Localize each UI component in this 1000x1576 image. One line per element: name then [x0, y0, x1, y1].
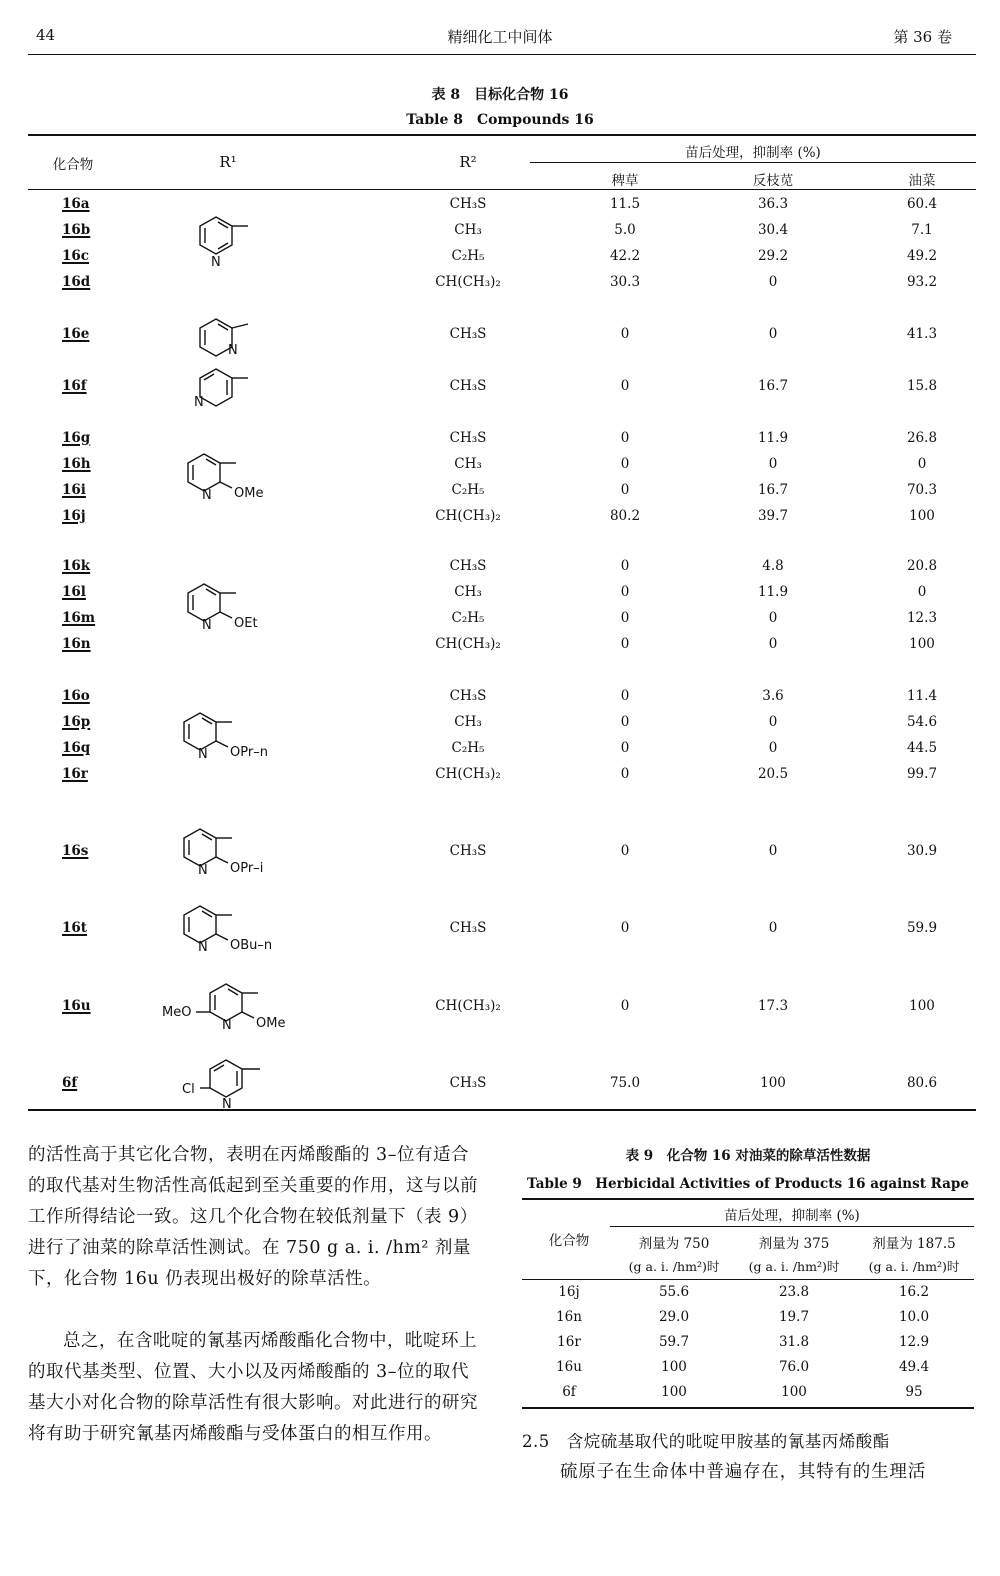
- barnyardgrass-value: 11.5: [609, 196, 641, 212]
- rape-value: 99.7: [906, 766, 938, 782]
- n-label: N: [194, 395, 204, 410]
- amaranth-value: 16.7: [757, 378, 789, 394]
- rape-value: 100: [909, 998, 935, 1014]
- r2-substituent: CH(CH₃)₂: [435, 998, 501, 1014]
- compound-id: 16i: [62, 482, 86, 498]
- barnyardgrass-value: 0: [620, 456, 630, 472]
- dose375-value: 31.8: [778, 1334, 810, 1350]
- amaranth-value: 0: [768, 456, 778, 472]
- barnyardgrass-value: 0: [620, 482, 630, 498]
- barnyardgrass-value: 0: [620, 558, 630, 574]
- header-rule: [28, 54, 976, 55]
- table8-group-rule: [530, 162, 976, 163]
- barnyardgrass-value: 0: [620, 766, 630, 782]
- r2-substituent: CH₃S: [449, 326, 487, 342]
- n-label: N: [202, 488, 212, 503]
- r2-substituent: CH₃S: [449, 688, 487, 704]
- section-text: 硫原子在生命体中普遍存在，其特有的生理活: [560, 1462, 926, 1482]
- barnyardgrass-value: 0: [620, 998, 630, 1014]
- structure-2-methoxy-3-pyridyl: [180, 448, 290, 508]
- table9-group-rule: [610, 1226, 974, 1227]
- barnyardgrass-value: 80.2: [609, 508, 641, 524]
- table9-header-rule: [522, 1279, 974, 1280]
- barnyardgrass-value: 0: [620, 636, 630, 652]
- dose375-value: 19.7: [778, 1309, 810, 1325]
- body-paragraph-1-text: 的活性高于其它化合物，表明在丙烯酸酯的 3–位有适合的取代基对生物活性高低起到至关重要的作用，这与以前工作所得结论一致。这几个化合物在较低剂量下（表 9）进行了油菜的除草活性测试。在 750 g a. i. /hm² 剂量下，化合物 16u 仍表现出极好的除草活性。: [28, 1145, 478, 1289]
- amaranth-value: 0: [768, 714, 778, 730]
- rape-value: 20.8: [906, 558, 938, 574]
- body-paragraph-2-text: 总之，在含吡啶的氰基丙烯酸酯化合物中，吡啶环上的取代基类型、位置、大小以及丙烯酸酯的 3–位的取代基大小对化合物的除草活性有很大影响。对此进行的研究将有助于研究氰基丙烯酸酯与受体蛋白的相互作用。: [28, 1331, 478, 1444]
- table9-header-compound: 化合物: [548, 1233, 590, 1249]
- n-label: N: [211, 255, 221, 270]
- table8-header-col2: 反枝苋: [752, 173, 794, 189]
- barnyardgrass-value: 0: [620, 430, 630, 446]
- amaranth-value: 17.3: [757, 998, 789, 1014]
- r2-substituent: CH₃: [454, 222, 482, 238]
- dose187-value: 95: [905, 1384, 923, 1400]
- rape-value: 60.4: [906, 196, 938, 212]
- amaranth-value: 0: [768, 610, 778, 626]
- amaranth-value: 39.7: [757, 508, 789, 524]
- barnyardgrass-value: 0: [620, 740, 630, 756]
- barnyardgrass-value: 0: [620, 610, 630, 626]
- dose375-value: 100: [781, 1384, 807, 1400]
- rape-value: 44.5: [906, 740, 938, 756]
- barnyardgrass-value: 0: [620, 688, 630, 704]
- table9-header-dose2: 剂量为 375: [758, 1236, 830, 1252]
- table8-caption-en: Table 8 Compounds 16: [406, 112, 594, 128]
- compound-id: 16r: [557, 1334, 581, 1350]
- compound-id: 16j: [62, 508, 86, 524]
- compound-id: 16k: [62, 558, 91, 574]
- amaranth-value: 0: [768, 326, 778, 342]
- r2-substituent: CH₃S: [449, 1075, 487, 1091]
- compound-id: 16r: [62, 766, 88, 782]
- amaranth-value: 16.7: [757, 482, 789, 498]
- dose187-value: 49.4: [898, 1359, 930, 1375]
- n-label: N: [228, 343, 238, 358]
- dose750-value: 29.0: [658, 1309, 690, 1325]
- table8-header-r1: R¹: [219, 153, 237, 171]
- rape-value: 26.8: [906, 430, 938, 446]
- compound-id: 16e: [62, 326, 90, 342]
- opri-label: OPr–i: [230, 861, 264, 876]
- oet-label: OEt: [234, 616, 258, 631]
- table8-header-rule: [28, 189, 976, 190]
- compound-id: 16n: [62, 636, 91, 652]
- compound-id: 16o: [62, 688, 90, 704]
- table9-header-dose2-unit: (g a. i. /hm²)时: [748, 1259, 840, 1274]
- table9-header-dose1-unit: (g a. i. /hm²)时: [628, 1259, 720, 1274]
- barnyardgrass-value: 0: [620, 714, 630, 730]
- rape-value: 0: [917, 584, 927, 600]
- amaranth-value: 29.2: [757, 248, 789, 264]
- compound-id: 16s: [62, 843, 89, 859]
- r2-substituent: CH₃: [454, 456, 482, 472]
- body-paragraph-1: [28, 1140, 480, 1295]
- amaranth-value: 0: [768, 920, 778, 936]
- barnyardgrass-value: 0: [620, 378, 630, 394]
- r2-substituent: CH₃S: [449, 430, 487, 446]
- cl-label: Cl: [182, 1082, 195, 1097]
- structure-2-isopropoxy-3-pyridyl: [176, 823, 286, 883]
- dose750-value: 59.7: [658, 1334, 690, 1350]
- compound-id: 16m: [62, 610, 96, 626]
- rape-value: 93.2: [906, 274, 938, 290]
- structure-2-6-dimethoxy-3-pyridyl: [160, 978, 300, 1038]
- amaranth-value: 0: [768, 274, 778, 290]
- amaranth-value: 36.3: [757, 196, 789, 212]
- amaranth-value: 20.5: [757, 766, 789, 782]
- compound-id: 16j: [558, 1284, 580, 1300]
- barnyardgrass-value: 0: [620, 920, 630, 936]
- n-label: N: [202, 618, 212, 633]
- compound-id: 16u: [62, 998, 91, 1014]
- table9-caption-en: Table 9 Herbicidal Activities of Products 16 against Rape: [527, 1176, 969, 1192]
- amaranth-value: 11.9: [757, 430, 789, 446]
- table9-caption-cn: 表 9 化合物 16 对油菜的除草活性数据: [625, 1148, 871, 1164]
- ome-label: OMe: [256, 1016, 286, 1031]
- barnyardgrass-value: 0: [620, 843, 630, 859]
- section-heading: 2.5 含烷硫基取代的吡啶甲胺基的氰基丙烯酸酯: [522, 1432, 890, 1451]
- dose375-value: 76.0: [778, 1359, 810, 1375]
- amaranth-value: 11.9: [757, 584, 789, 600]
- compound-id: 16p: [62, 714, 91, 730]
- volume-label: 第 36 卷: [893, 28, 952, 46]
- amaranth-value: 0: [768, 843, 778, 859]
- barnyardgrass-value: 30.3: [609, 274, 641, 290]
- r2-substituent: CH₃S: [449, 843, 487, 859]
- table8-bottom-rule: [28, 1109, 976, 1111]
- barnyardgrass-value: 75.0: [609, 1075, 641, 1091]
- r2-substituent: CH(CH₃)₂: [435, 274, 501, 290]
- r2-substituent: C₂H₅: [451, 482, 485, 498]
- table9-header-dose3: 剂量为 187.5: [872, 1236, 956, 1252]
- compound-id: 16d: [62, 274, 91, 290]
- amaranth-value: 3.6: [762, 688, 784, 704]
- table8-header-compound: 化合物: [52, 157, 94, 173]
- dose187-value: 16.2: [898, 1284, 930, 1300]
- table8-header-r2: R²: [459, 153, 477, 171]
- structure-2-ethoxy-3-pyridyl: [180, 578, 290, 638]
- r2-substituent: C₂H₅: [451, 740, 485, 756]
- compound-id: 16g: [62, 430, 91, 446]
- r2-substituent: CH₃: [454, 584, 482, 600]
- rape-value: 100: [909, 636, 935, 652]
- r2-substituent: CH(CH₃)₂: [435, 766, 501, 782]
- rape-value: 15.8: [906, 378, 938, 394]
- table8-header-group: 苗后处理，抑制率 (%): [685, 145, 821, 161]
- ome-label: OMe: [234, 486, 264, 501]
- table9-header-dose1: 剂量为 750: [638, 1236, 710, 1252]
- rape-value: 11.4: [906, 688, 938, 704]
- dose375-value: 23.8: [778, 1284, 810, 1300]
- compound-id: 16h: [62, 456, 91, 472]
- n-label: N: [198, 747, 208, 762]
- dose750-value: 100: [661, 1384, 687, 1400]
- page-number: 44: [36, 26, 56, 44]
- compound-id: 16n: [556, 1309, 582, 1325]
- r2-substituent: CH₃S: [449, 920, 487, 936]
- obun-label: OBu–n: [230, 938, 273, 953]
- dose750-value: 55.6: [658, 1284, 690, 1300]
- rape-value: 70.3: [906, 482, 938, 498]
- barnyardgrass-value: 0: [620, 584, 630, 600]
- rape-value: 100: [909, 508, 935, 524]
- compound-id: 16l: [62, 584, 86, 600]
- r2-substituent: CH₃: [454, 714, 482, 730]
- body-paragraph-2: [28, 1326, 480, 1450]
- structure-6-chloro-3-pyridyl: [176, 1054, 306, 1114]
- rape-value: 59.9: [906, 920, 938, 936]
- table8-header-col1: 稗草: [611, 173, 639, 189]
- rape-value: 12.3: [906, 610, 938, 626]
- compound-id: 16b: [62, 222, 91, 238]
- n-label: N: [198, 863, 208, 878]
- rape-value: 7.1: [911, 222, 933, 238]
- compound-id: 16c: [62, 248, 90, 264]
- dose187-value: 12.9: [898, 1334, 930, 1350]
- table8-caption-cn: 表 8 目标化合物 16: [431, 87, 569, 103]
- compound-id: 16t: [62, 920, 88, 936]
- meo-label: MeO: [162, 1005, 192, 1020]
- table8-header-col3: 油菜: [908, 173, 936, 189]
- compound-id: 16a: [62, 196, 90, 212]
- r2-substituent: CH₃S: [449, 196, 487, 212]
- r2-substituent: CH₃S: [449, 558, 487, 574]
- journal-title: 精细化工中间体: [447, 28, 553, 46]
- n-label: N: [222, 1097, 232, 1112]
- compound-id: 6f: [62, 1075, 78, 1091]
- structure-2-propoxy-3-pyridyl: [176, 707, 286, 767]
- barnyardgrass-value: 0: [620, 326, 630, 342]
- compound-id: 6f: [562, 1384, 576, 1400]
- table8-top-rule: [28, 134, 976, 136]
- barnyardgrass-value: 42.2: [609, 248, 641, 264]
- compound-id: 16q: [62, 740, 91, 756]
- structure-2-butoxy-3-pyridyl: [176, 900, 286, 960]
- table9-header-dose3-unit: (g a. i. /hm²)时: [868, 1259, 960, 1274]
- amaranth-value: 4.8: [762, 558, 784, 574]
- r2-substituent: CH(CH₃)₂: [435, 508, 501, 524]
- structure-4-pyridyl: [190, 364, 270, 424]
- r2-substituent: CH(CH₃)₂: [435, 636, 501, 652]
- barnyardgrass-value: 5.0: [614, 222, 636, 238]
- oprn-label: OPr–n: [230, 745, 268, 760]
- n-label: N: [222, 1018, 232, 1033]
- amaranth-value: 30.4: [757, 222, 789, 238]
- rape-value: 54.6: [906, 714, 938, 730]
- r2-substituent: C₂H₅: [451, 610, 485, 626]
- dose187-value: 10.0: [898, 1309, 930, 1325]
- rape-value: 80.6: [906, 1075, 938, 1091]
- amaranth-value: 100: [760, 1075, 786, 1091]
- amaranth-value: 0: [768, 636, 778, 652]
- compound-id: 16u: [556, 1359, 582, 1375]
- r2-substituent: CH₃S: [449, 378, 487, 394]
- r2-substituent: C₂H₅: [451, 248, 485, 264]
- rape-value: 49.2: [906, 248, 938, 264]
- structure-3-pyridyl: [190, 212, 270, 272]
- compound-id: 16f: [62, 378, 87, 394]
- amaranth-value: 0: [768, 740, 778, 756]
- n-label: N: [198, 940, 208, 955]
- dose750-value: 100: [661, 1359, 687, 1375]
- table9-header-group: 苗后处理，抑制率 (%): [724, 1208, 860, 1224]
- rape-value: 41.3: [906, 326, 938, 342]
- rape-value: 30.9: [906, 843, 938, 859]
- table9-bottom-rule: [522, 1407, 974, 1409]
- rape-value: 0: [917, 456, 927, 472]
- table9-top-rule: [522, 1198, 974, 1200]
